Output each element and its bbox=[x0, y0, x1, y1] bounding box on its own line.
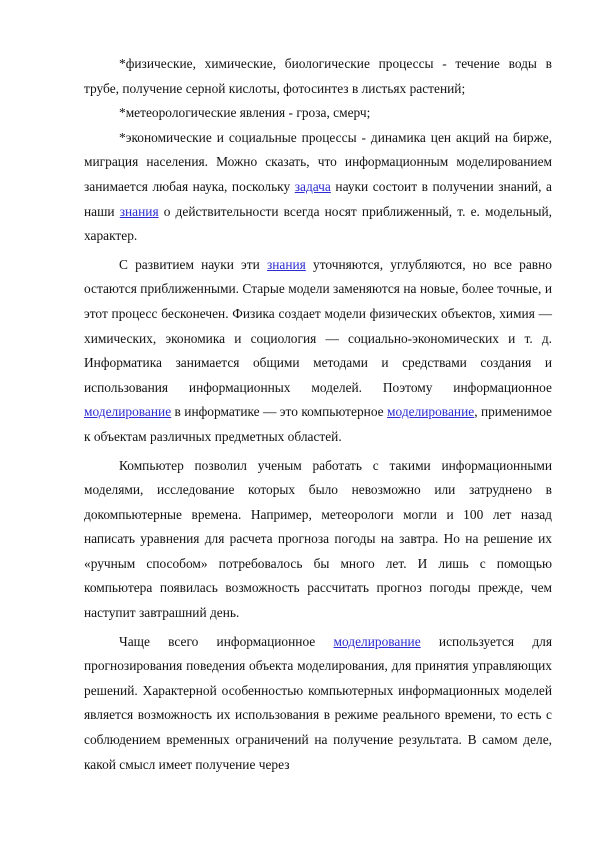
paragraph-economic-processes bbox=[84, 126, 552, 249]
link-znaniya[interactable]: знания bbox=[119, 203, 159, 219]
link-zadacha[interactable]: задача bbox=[294, 178, 331, 194]
link-znaniya[interactable]: знания bbox=[266, 256, 306, 272]
text-segment: уточняются, углубляются, но все равно остаются приближенными. Старые модели заменяются на новые, более точные, и этот процесс бесконечен. Физика создает модели физических объектов, химия — химических, экономика и социология — социально-экономических и т. д. Информатика занимается общими методами и средствами создания и использования информационных моделей. Поэтому информационное bbox=[84, 256, 552, 395]
text-segment: науки состоит в получении знаний, а наши bbox=[84, 178, 552, 219]
text-segment: в информатике — это компьютерное bbox=[171, 404, 388, 420]
paragraph-physical-processes bbox=[84, 52, 552, 101]
text-segment: *экономические и социальные процессы - динамика цен акций на бирже, миграция населения. Можно сказать, что информационным моделированием занимается любая наука, поскольку bbox=[84, 129, 552, 194]
text-segment: о действительности всегда носят приближенный, т. е. модельный, характер. bbox=[84, 203, 552, 244]
link-modelirovanie[interactable]: моделирование bbox=[387, 404, 475, 420]
text-segment: Компьютер позволил ученым работать с такими информационными моделями, исследование которых было невозможно или затруднено в докомпьютерные времена. Например, метеорологи могли и 100 лет назад написать уравнения для расчета прогноза погоды на завтра. Но на решение их «ручным способом» потребовалось бы много лет. И лишь с помощью компьютера появилась возможность рассчитать прогноз погоды прежде, чем наступит завтрашний день. bbox=[84, 457, 552, 621]
document-page bbox=[84, 52, 552, 781]
text-segment: *физические, химические, биологические процессы - течение воды в трубе, получение серной кислоты, фотосинтез в листьях растений; bbox=[84, 56, 552, 96]
text-segment: , применимое к объектам различных предметных областей. bbox=[84, 404, 552, 444]
paragraph-forecasting bbox=[84, 630, 552, 778]
text-segment: *метеорологические явления - гроза, смерч; bbox=[119, 105, 371, 121]
paragraph-science-development bbox=[84, 253, 552, 450]
text-segment: используется для прогнозирования поведения объекта моделирования, для принятия управляющих решений. Характерной особенностью компьютерных информационных моделей является возможность их использования в режиме реального времени, то есть с соблюдением временных ограничений на получение результата. В самом деле, какой смысл имеет получение через bbox=[84, 633, 552, 772]
paragraph-computer-models bbox=[84, 454, 552, 626]
link-modelirovanie[interactable]: моделирование bbox=[333, 633, 421, 649]
paragraph-meteorological bbox=[84, 101, 552, 126]
text-segment: Чаще всего информационное bbox=[119, 633, 334, 649]
link-modelirovanie[interactable]: моделирование bbox=[84, 404, 172, 420]
text-segment: С развитием науки эти bbox=[119, 256, 267, 272]
